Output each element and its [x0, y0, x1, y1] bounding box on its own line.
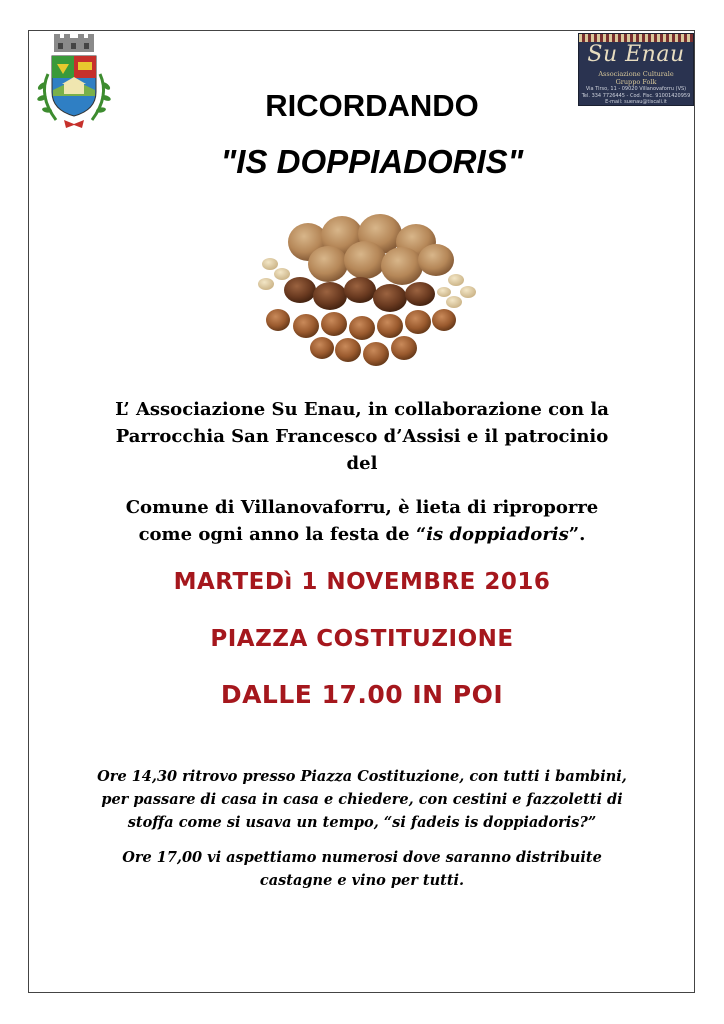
details-line: castagne e vino per tutti.: [259, 872, 465, 889]
intro-line: Parrocchia San Francesco d’Assisi e il patrocinio: [115, 426, 609, 447]
festival-name: is doppiadoris: [426, 524, 569, 545]
intro-text: come ogni anno la festa de “: [138, 524, 427, 545]
logo-contact-line: Via Tirso, 11 - 09020 Villanovaforru (VS): [585, 86, 687, 92]
details-line: per passare di casa in casa e chiedere, con cestini e fazzoletti di: [101, 791, 623, 808]
logo-banner: [579, 34, 693, 42]
event-place: PIAZZA COSTITUZIONE: [210, 626, 514, 652]
nuts-photo: [230, 202, 496, 380]
intro-line: L’ Associazione Su Enau, in collaborazione con la: [115, 399, 609, 420]
intro-line: [60, 521, 664, 548]
details-line: stoffa come si usava un tempo, “si fadeis is doppiadoris?”: [127, 814, 597, 831]
intro-text: ”.: [568, 524, 586, 545]
event-time: DALLE 17.00 IN POI: [220, 680, 504, 709]
logo-subtitle-line: Gruppo Folk: [615, 78, 657, 86]
logo-contact-line: E-mail: suenau@tiscali.it: [605, 99, 667, 105]
details-paragraph-2: [62, 846, 662, 892]
details-line: Ore 14,30 ritrovo presso Piazza Costituzione, con tutti i bambini,: [97, 768, 627, 785]
logo-subtitle-line: Associazione Culturale: [598, 70, 674, 78]
logo-title: Su Enau: [587, 42, 685, 67]
event-date: MARTEDì 1 NOVEMBRE 2016: [173, 569, 551, 595]
page-title: RICORDANDO: [265, 88, 479, 123]
intro-paragraph-2: [60, 494, 664, 548]
page-subtitle: "IS DOPPIADORIS": [220, 143, 524, 180]
details-paragraph: [62, 765, 662, 834]
details-line: Ore 17,00 vi aspettiamo numerosi dove saranno distribuite: [122, 849, 602, 866]
intro-line: del: [346, 453, 378, 474]
logo-subtitle: [579, 70, 693, 86]
intro-line: Comune di Villanovaforru, è lieta di riproporre: [125, 497, 599, 518]
intro-paragraph: [60, 396, 664, 477]
logo-contact-line: Tel. 334 7726445 - Cod. Fisc. 91001420959: [581, 92, 691, 99]
